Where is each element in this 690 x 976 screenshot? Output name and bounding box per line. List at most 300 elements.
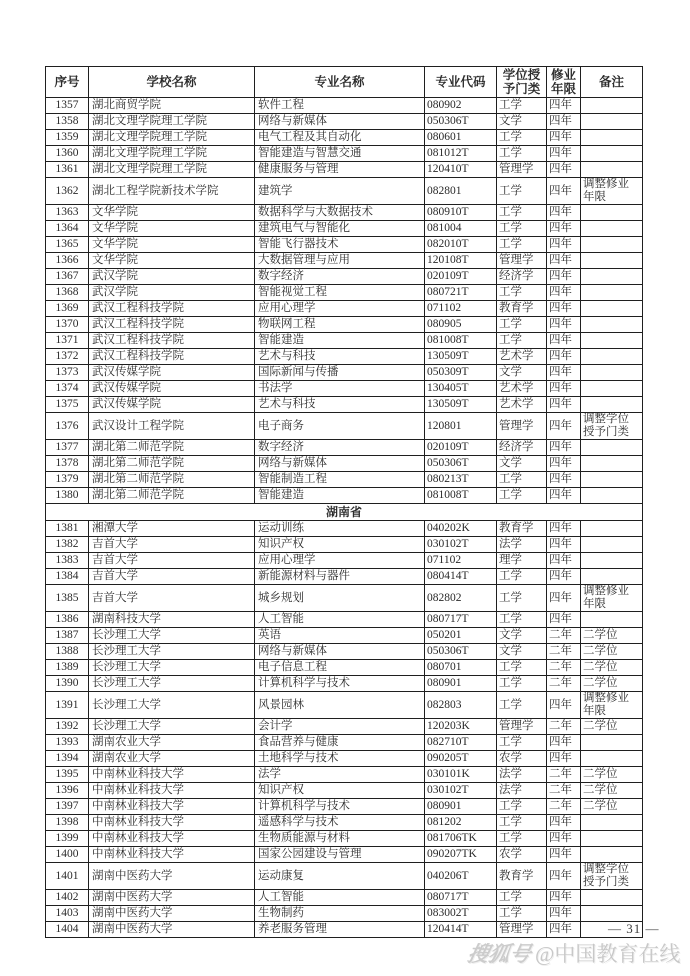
major-name-cell: 城乡规划 — [255, 585, 425, 612]
note-cell — [581, 488, 643, 504]
note-cell — [581, 114, 643, 130]
school-name-cell: 湖南中医药大学 — [89, 922, 255, 938]
degree-category-cell: 工学 — [497, 612, 547, 628]
study-years-cell: 四年 — [547, 890, 581, 906]
degree-category-cell: 工学 — [497, 585, 547, 612]
major-code-cell: 080902 — [425, 98, 497, 114]
study-years-cell: 四年 — [547, 162, 581, 178]
school-name-cell: 长沙理工大学 — [89, 676, 255, 692]
note-cell — [581, 847, 643, 863]
table-row — [46, 815, 643, 831]
table-row — [46, 488, 643, 504]
study-years-cell: 四年 — [547, 922, 581, 938]
school-name-cell: 湖北第二师范学院 — [89, 488, 255, 504]
table-row — [46, 612, 643, 628]
school-name-cell: 武汉工程科技学院 — [89, 349, 255, 365]
study-years-cell: 四年 — [547, 397, 581, 413]
major-name-cell: 计算机科学与技术 — [255, 799, 425, 815]
table-row — [46, 628, 643, 644]
school-name-cell: 武汉学院 — [89, 269, 255, 285]
study-years-cell: 二年 — [547, 644, 581, 660]
major-name-cell: 生物制药 — [255, 906, 425, 922]
major-name-cell: 英语 — [255, 628, 425, 644]
table-row — [46, 751, 643, 767]
row-number-cell: 1358 — [46, 114, 89, 130]
study-years-cell: 二年 — [547, 799, 581, 815]
school-name-cell: 文华学院 — [89, 253, 255, 269]
major-code-cell: 083002T — [425, 906, 497, 922]
note-cell — [581, 472, 643, 488]
major-code-cell: 120414T — [425, 922, 497, 938]
table-row — [46, 553, 643, 569]
degree-category-cell: 教育学 — [497, 863, 547, 890]
degree-category-cell: 农学 — [497, 847, 547, 863]
study-years-cell: 二年 — [547, 628, 581, 644]
note-cell: 二学位 — [581, 719, 643, 735]
table-row — [46, 767, 643, 783]
school-name-cell: 吉首大学 — [89, 585, 255, 612]
degree-category-cell: 工学 — [497, 472, 547, 488]
table-row — [46, 253, 643, 269]
major-code-cell: 020109T — [425, 269, 497, 285]
degree-category-cell: 工学 — [497, 692, 547, 719]
major-code-cell: 081008T — [425, 488, 497, 504]
major-name-cell: 智能建造 — [255, 488, 425, 504]
school-name-cell: 湖北文理学院理工学院 — [89, 162, 255, 178]
major-name-cell: 艺术与科技 — [255, 397, 425, 413]
major-name-cell: 数字经济 — [255, 440, 425, 456]
study-years-cell: 四年 — [547, 847, 581, 863]
school-name-cell: 中南林业科技大学 — [89, 847, 255, 863]
school-name-cell: 武汉设计工程学院 — [89, 413, 255, 440]
degree-category-cell: 工学 — [497, 676, 547, 692]
table-row — [46, 922, 643, 938]
major-code-cell: 080601 — [425, 130, 497, 146]
note-cell — [581, 301, 643, 317]
table-row — [46, 719, 643, 735]
note-cell — [581, 365, 643, 381]
degree-category-cell: 工学 — [497, 98, 547, 114]
header-school-name: 学校名称 — [89, 67, 255, 98]
major-code-cell: 080213T — [425, 472, 497, 488]
study-years-cell: 二年 — [547, 767, 581, 783]
major-code-cell: 090205T — [425, 751, 497, 767]
note-cell — [581, 456, 643, 472]
study-years-cell: 四年 — [547, 317, 581, 333]
table-row — [46, 863, 643, 890]
major-code-cell: 040206T — [425, 863, 497, 890]
school-name-cell: 湖南农业大学 — [89, 751, 255, 767]
major-name-cell: 运动康复 — [255, 863, 425, 890]
school-name-cell: 湖北文理学院理工学院 — [89, 146, 255, 162]
note-cell: 调整学位授予门类 — [581, 863, 643, 890]
section-row — [46, 504, 643, 521]
major-name-cell: 遥感科学与技术 — [255, 815, 425, 831]
major-name-cell: 知识产权 — [255, 537, 425, 553]
degree-category-cell: 工学 — [497, 831, 547, 847]
major-name-cell: 会计学 — [255, 719, 425, 735]
study-years-cell: 四年 — [547, 221, 581, 237]
table-row — [46, 847, 643, 863]
major-code-cell: 050309T — [425, 365, 497, 381]
study-years-cell: 四年 — [547, 488, 581, 504]
row-number-cell: 1401 — [46, 863, 89, 890]
table-row — [46, 456, 643, 472]
major-code-cell: 030102T — [425, 783, 497, 799]
degree-category-cell: 法学 — [497, 767, 547, 783]
row-number-cell: 1388 — [46, 644, 89, 660]
table-row — [46, 98, 643, 114]
major-code-cell: 080901 — [425, 799, 497, 815]
school-name-cell: 武汉工程科技学院 — [89, 333, 255, 349]
table-row — [46, 178, 643, 205]
table-row — [46, 660, 643, 676]
degree-category-cell: 文学 — [497, 456, 547, 472]
note-cell — [581, 815, 643, 831]
note-cell — [581, 906, 643, 922]
degree-category-cell: 经济学 — [497, 440, 547, 456]
row-number-cell: 1380 — [46, 488, 89, 504]
major-name-cell: 书法学 — [255, 381, 425, 397]
table-row — [46, 146, 643, 162]
major-code-cell: 082710T — [425, 735, 497, 751]
study-years-cell: 四年 — [547, 130, 581, 146]
major-name-cell: 计算机科学与技术 — [255, 676, 425, 692]
row-number-cell: 1386 — [46, 612, 89, 628]
major-name-cell: 智能制造工程 — [255, 472, 425, 488]
degree-category-cell: 工学 — [497, 333, 547, 349]
table-row — [46, 521, 643, 537]
row-number-cell: 1391 — [46, 692, 89, 719]
header-study-years: 修业年限 — [547, 67, 581, 98]
major-name-cell: 国家公园建设与管理 — [255, 847, 425, 863]
major-code-cell: 080414T — [425, 569, 497, 585]
row-number-cell: 1383 — [46, 553, 89, 569]
major-code-cell: 020109T — [425, 440, 497, 456]
degree-category-cell: 教育学 — [497, 521, 547, 537]
table-row — [46, 269, 643, 285]
note-cell — [581, 440, 643, 456]
degree-category-cell: 文学 — [497, 644, 547, 660]
page-number: — 31 — — [608, 921, 660, 936]
study-years-cell: 四年 — [547, 413, 581, 440]
major-name-cell: 建筑电气与智能化 — [255, 221, 425, 237]
table-row — [46, 349, 643, 365]
table-row — [46, 472, 643, 488]
header-row — [46, 67, 643, 98]
row-number-cell: 1389 — [46, 660, 89, 676]
row-number-cell: 1366 — [46, 253, 89, 269]
major-code-cell: 071102 — [425, 301, 497, 317]
degree-category-cell: 管理学 — [497, 719, 547, 735]
degree-category-cell: 管理学 — [497, 413, 547, 440]
major-code-cell: 120801 — [425, 413, 497, 440]
degree-category-cell: 工学 — [497, 488, 547, 504]
major-name-cell: 物联网工程 — [255, 317, 425, 333]
major-code-cell: 120410T — [425, 162, 497, 178]
major-name-cell: 法学 — [255, 767, 425, 783]
major-name-cell: 数字经济 — [255, 269, 425, 285]
study-years-cell: 四年 — [547, 537, 581, 553]
major-code-cell: 082803 — [425, 692, 497, 719]
note-cell — [581, 98, 643, 114]
major-name-cell: 数据科学与大数据技术 — [255, 205, 425, 221]
major-name-cell: 大数据管理与应用 — [255, 253, 425, 269]
study-years-cell: 四年 — [547, 585, 581, 612]
school-name-cell: 中南林业科技大学 — [89, 815, 255, 831]
row-number-cell: 1361 — [46, 162, 89, 178]
study-years-cell: 四年 — [547, 553, 581, 569]
row-number-cell: 1371 — [46, 333, 89, 349]
major-name-cell: 电子信息工程 — [255, 660, 425, 676]
row-number-cell: 1398 — [46, 815, 89, 831]
degree-category-cell: 艺术学 — [497, 349, 547, 365]
major-code-cell: 120203K — [425, 719, 497, 735]
note-cell: 调整学位授予门类 — [581, 413, 643, 440]
row-number-cell: 1381 — [46, 521, 89, 537]
study-years-cell: 四年 — [547, 831, 581, 847]
study-years-cell: 四年 — [547, 301, 581, 317]
school-name-cell: 中南林业科技大学 — [89, 799, 255, 815]
major-code-cell: 081202 — [425, 815, 497, 831]
row-number-cell: 1404 — [46, 922, 89, 938]
major-name-cell: 人工智能 — [255, 612, 425, 628]
degree-category-cell: 工学 — [497, 799, 547, 815]
row-number-cell: 1373 — [46, 365, 89, 381]
degree-category-cell: 教育学 — [497, 301, 547, 317]
degree-category-cell: 工学 — [497, 146, 547, 162]
table-row — [46, 799, 643, 815]
major-name-cell: 网络与新媒体 — [255, 456, 425, 472]
row-number-cell: 1403 — [46, 906, 89, 922]
school-name-cell: 湖南科技大学 — [89, 612, 255, 628]
row-number-cell: 1362 — [46, 178, 89, 205]
study-years-cell: 四年 — [547, 521, 581, 537]
table-body — [46, 98, 643, 938]
major-code-cell: 080717T — [425, 612, 497, 628]
header-note: 备注 — [581, 67, 643, 98]
major-code-cell: 080910T — [425, 205, 497, 221]
school-name-cell: 吉首大学 — [89, 537, 255, 553]
school-name-cell: 湖南农业大学 — [89, 735, 255, 751]
table-row — [46, 692, 643, 719]
school-name-cell: 湘潭大学 — [89, 521, 255, 537]
note-cell — [581, 237, 643, 253]
table-row — [46, 831, 643, 847]
school-name-cell: 湖南中医药大学 — [89, 890, 255, 906]
major-name-cell: 智能建造 — [255, 333, 425, 349]
row-number-cell: 1387 — [46, 628, 89, 644]
table-row — [46, 205, 643, 221]
major-code-cell: 050201 — [425, 628, 497, 644]
school-name-cell: 武汉学院 — [89, 285, 255, 301]
major-code-cell: 080721T — [425, 285, 497, 301]
school-name-cell: 湖南中医药大学 — [89, 906, 255, 922]
school-name-cell: 湖南中医药大学 — [89, 863, 255, 890]
note-cell: 二学位 — [581, 783, 643, 799]
degree-category-cell: 工学 — [497, 815, 547, 831]
row-number-cell: 1382 — [46, 537, 89, 553]
table-row — [46, 237, 643, 253]
note-cell — [581, 381, 643, 397]
major-name-cell: 人工智能 — [255, 890, 425, 906]
school-name-cell: 长沙理工大学 — [89, 644, 255, 660]
row-number-cell: 1390 — [46, 676, 89, 692]
section-label: 湖南省 — [46, 504, 643, 521]
note-cell — [581, 735, 643, 751]
row-number-cell: 1376 — [46, 413, 89, 440]
study-years-cell: 四年 — [547, 253, 581, 269]
table-row — [46, 537, 643, 553]
major-name-cell: 建筑学 — [255, 178, 425, 205]
row-number-cell: 1360 — [46, 146, 89, 162]
major-code-cell: 080901 — [425, 676, 497, 692]
table-row — [46, 114, 643, 130]
row-number-cell: 1384 — [46, 569, 89, 585]
degree-category-cell: 工学 — [497, 317, 547, 333]
study-years-cell: 四年 — [547, 735, 581, 751]
table-row — [46, 381, 643, 397]
major-code-cell: 071102 — [425, 553, 497, 569]
table-header — [46, 67, 643, 98]
major-code-cell: 081004 — [425, 221, 497, 237]
note-cell — [581, 333, 643, 349]
school-name-cell: 湖北商贸学院 — [89, 98, 255, 114]
major-code-cell: 040202K — [425, 521, 497, 537]
major-code-cell: 082010T — [425, 237, 497, 253]
note-cell — [581, 612, 643, 628]
row-number-cell: 1370 — [46, 317, 89, 333]
major-name-cell: 智能飞行器技术 — [255, 237, 425, 253]
major-code-cell: 050306T — [425, 114, 497, 130]
major-name-cell: 应用心理学 — [255, 301, 425, 317]
study-years-cell: 四年 — [547, 906, 581, 922]
major-code-cell: 080701 — [425, 660, 497, 676]
note-cell — [581, 349, 643, 365]
row-number-cell: 1385 — [46, 585, 89, 612]
table-row — [46, 783, 643, 799]
major-name-cell: 艺术与科技 — [255, 349, 425, 365]
degree-category-cell: 工学 — [497, 130, 547, 146]
header-degree-category: 学位授予门类 — [497, 67, 547, 98]
study-years-cell: 四年 — [547, 863, 581, 890]
degree-category-cell: 工学 — [497, 660, 547, 676]
table-row — [46, 221, 643, 237]
major-name-cell: 软件工程 — [255, 98, 425, 114]
row-number-cell: 1402 — [46, 890, 89, 906]
degree-category-cell: 文学 — [497, 365, 547, 381]
row-number-cell: 1363 — [46, 205, 89, 221]
note-cell — [581, 831, 643, 847]
degree-category-cell: 工学 — [497, 735, 547, 751]
note-cell — [581, 521, 643, 537]
header-major-code: 专业代码 — [425, 67, 497, 98]
degree-category-cell: 工学 — [497, 890, 547, 906]
school-name-cell: 湖北文理学院理工学院 — [89, 114, 255, 130]
school-name-cell: 长沙理工大学 — [89, 692, 255, 719]
school-name-cell: 文华学院 — [89, 205, 255, 221]
major-code-cell: 081706TK — [425, 831, 497, 847]
study-years-cell: 四年 — [547, 205, 581, 221]
major-name-cell: 智能视觉工程 — [255, 285, 425, 301]
table-row — [46, 569, 643, 585]
degree-category-cell: 法学 — [497, 537, 547, 553]
study-years-cell: 四年 — [547, 349, 581, 365]
school-name-cell: 吉首大学 — [89, 553, 255, 569]
major-code-cell: 130405T — [425, 381, 497, 397]
major-code-cell: 080717T — [425, 890, 497, 906]
degree-category-cell: 工学 — [497, 285, 547, 301]
row-number-cell: 1367 — [46, 269, 89, 285]
study-years-cell: 二年 — [547, 719, 581, 735]
degree-category-cell: 工学 — [497, 221, 547, 237]
table-row — [46, 440, 643, 456]
row-number-cell: 1400 — [46, 847, 89, 863]
study-years-cell: 四年 — [547, 333, 581, 349]
school-name-cell: 吉首大学 — [89, 569, 255, 585]
school-name-cell: 文华学院 — [89, 237, 255, 253]
degree-category-cell: 艺术学 — [497, 381, 547, 397]
note-cell — [581, 553, 643, 569]
row-number-cell: 1364 — [46, 221, 89, 237]
study-years-cell: 四年 — [547, 285, 581, 301]
note-cell: 二学位 — [581, 644, 643, 660]
table-row — [46, 285, 643, 301]
study-years-cell: 四年 — [547, 269, 581, 285]
study-years-cell: 四年 — [547, 365, 581, 381]
table-row — [46, 413, 643, 440]
table-row — [46, 585, 643, 612]
note-cell: 二学位 — [581, 628, 643, 644]
study-years-cell: 二年 — [547, 783, 581, 799]
note-cell: 二学位 — [581, 799, 643, 815]
school-name-cell: 武汉工程科技学院 — [89, 317, 255, 333]
major-code-cell: 130509T — [425, 349, 497, 365]
school-name-cell: 湖北第二师范学院 — [89, 472, 255, 488]
degree-category-cell: 工学 — [497, 178, 547, 205]
school-name-cell: 湖北工程学院新技术学院 — [89, 178, 255, 205]
row-number-cell: 1378 — [46, 456, 89, 472]
school-name-cell: 中南林业科技大学 — [89, 767, 255, 783]
major-name-cell: 风景园林 — [255, 692, 425, 719]
row-number-cell: 1392 — [46, 719, 89, 735]
row-number-cell: 1396 — [46, 783, 89, 799]
major-name-cell: 土地科学与技术 — [255, 751, 425, 767]
school-name-cell: 中南林业科技大学 — [89, 831, 255, 847]
note-cell — [581, 146, 643, 162]
row-number-cell: 1397 — [46, 799, 89, 815]
note-cell: 调整修业年限 — [581, 178, 643, 205]
school-name-cell: 湖北第二师范学院 — [89, 456, 255, 472]
major-code-cell: 050306T — [425, 644, 497, 660]
table-row — [46, 397, 643, 413]
note-cell — [581, 317, 643, 333]
major-code-cell: 030101K — [425, 767, 497, 783]
major-name-cell: 新能源材料与器件 — [255, 569, 425, 585]
note-cell — [581, 285, 643, 301]
table-row — [46, 906, 643, 922]
school-name-cell: 湖北文理学院理工学院 — [89, 130, 255, 146]
row-number-cell: 1368 — [46, 285, 89, 301]
major-name-cell: 电子商务 — [255, 413, 425, 440]
note-cell — [581, 221, 643, 237]
major-code-cell: 090207TK — [425, 847, 497, 863]
degree-category-cell: 管理学 — [497, 922, 547, 938]
major-name-cell: 国际新闻与传播 — [255, 365, 425, 381]
study-years-cell: 四年 — [547, 751, 581, 767]
degree-category-cell: 艺术学 — [497, 397, 547, 413]
study-years-cell: 四年 — [547, 569, 581, 585]
